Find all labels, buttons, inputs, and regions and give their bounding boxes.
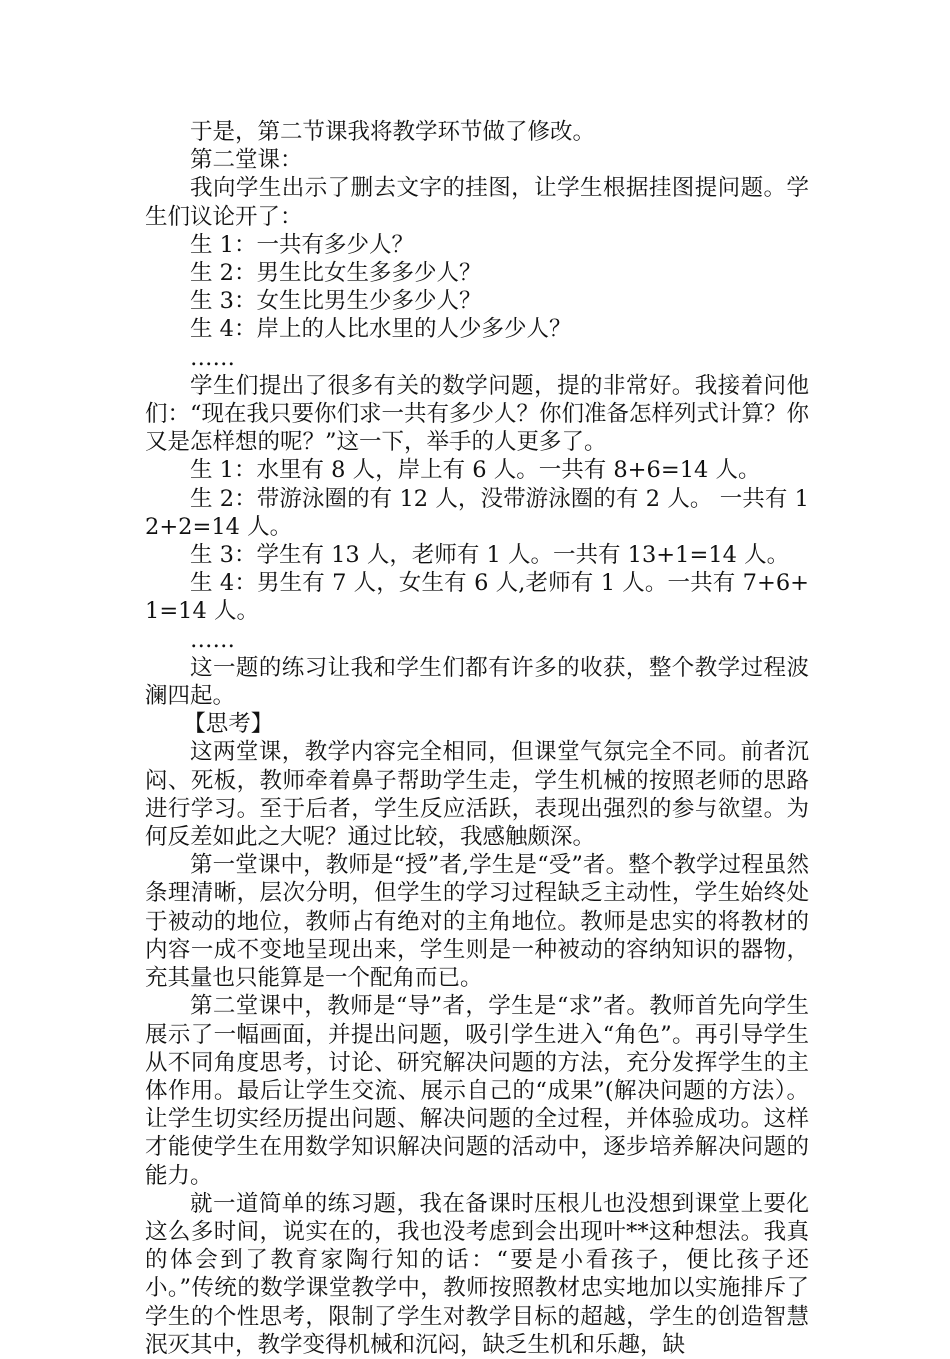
paragraph: 第一堂课中，教师是“授”者,学生是“受”者。整个教学过程虽然条理清晰，层次分明，但学生的学习过程缺乏主动性，学生始终处于被动的地位，教师占有绝对的主角地位。教师是忠实的将教材的内容一成不变地呈现出来，学生则是一种被动的容纳知识的器物，充其量也只能算是一个配角而已。 [145, 852, 809, 992]
student-answer: 生 4：岸上的人比水里的人少多少人？ [190, 316, 572, 343]
paragraph: 于是，第二节课我将教学环节做了修改。 [190, 119, 596, 145]
paragraph: 这一题的练习让我和学生们都有许多的收获，整个教学过程波澜四起。 [145, 654, 809, 710]
paragraph: 就一道简单的练习题，我在备课时压根儿也没想到课堂上要化这么多时间，说实在的，我也没考虑到会出现叶**这种想法。我真的体会到了教育家陶行知的话：“要是小看孩子，便比孩子还小。”传统的数学课堂教学中，教师按照教材忠实地加以实施排斥了学生的个性思考，限制了学生对教学目标的超越，学生的创造智慧泯灭其中，教学变得机械和沉闷，缺乏生机和乐趣，缺 [145, 1190, 809, 1358]
paragraph: 学生们提出了很多有关的数学问题，提的非常好。我接着问他们：“现在我只要你们求一共有多少人？你们准备怎样列式计算？你又是怎样想的呢？”这一下，举手的人更多了。 [145, 372, 810, 456]
student-answer: 生 3：女生比男生少多少人？ [190, 288, 482, 315]
student-answer: 生 1：水里有 8 人，岸上有 6 人。一共有 8+6=14 人。 [190, 457, 761, 484]
document-body [145, 118, 809, 1359]
student-answer: 生 2：男生比女生多多少人？ [190, 260, 482, 287]
ellipsis: …… [190, 626, 235, 653]
ellipsis: …… [190, 344, 235, 371]
section-label: 第二堂课： [190, 147, 303, 174]
paragraph: 这两堂课，教学内容完全相同，但课堂气氛完全不同。前者沉闷、死板，教师牵着鼻子帮助学生走，学生机械的按照老师的思路进行学习。至于后者，学生反应活跃，表现出强烈的参与欲望。为何反差如此之大呢？通过比较，我感触颇深。 [145, 739, 809, 851]
paragraph: 我向学生出示了删去文字的挂图，让学生根据挂图提问题。学生们议论开了： [145, 175, 809, 230]
paragraph: 第二堂课中，教师是“导”者，学生是“求”者。教师首先向学生展示了一幅画面，并提出问题，吸引学生进入“角色”。再引导学生从不同角度思考，讨论、研究解决问题的方法，充分发挥学生的主体作用。最后让学生交流、展示自己的“成果”(解决问题的方法）。让学生切实经历提出问题、解决问题的全过程，并体验成功。这样才能使学生在用数学知识解决问题的活动中，逐步培养解决问题的能力。 [145, 993, 809, 1189]
student-answer: 生 2：带游泳圈的有 12 人，没带游泳圈的有 2 人。 一共有 12+2=14 人。 [145, 485, 809, 540]
student-answer: 生 4：男生有 7 人，女生有 6 人,老师有 1 人。一共有 7+6+1=14 人。 [145, 570, 809, 625]
student-answer: 生 3：学生有 13 人，老师有 1 人。一共有 13+1=14 人。 [190, 542, 790, 569]
student-answer: 生 1：一共有多少人？ [190, 231, 414, 258]
section-heading: 【思考】 [183, 711, 274, 738]
